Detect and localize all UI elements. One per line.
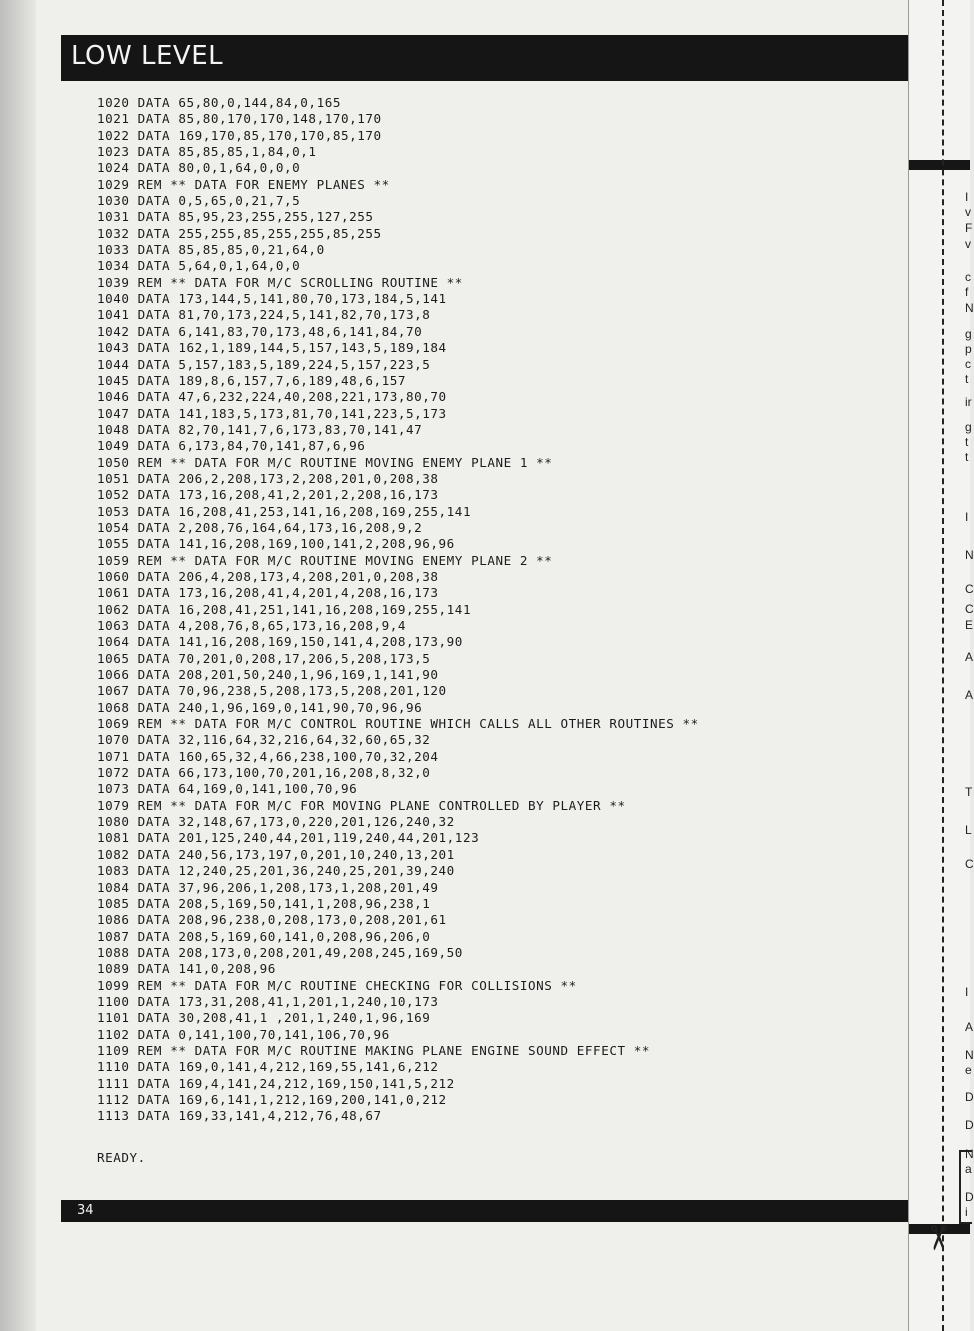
adjacent-text-fragment: v [965, 205, 971, 219]
adjacent-text-fragment: L [965, 823, 972, 837]
code-line: 1055 DATA 141,16,208,169,100,141,2,208,96,96 [97, 536, 455, 552]
adjacent-text-fragment: A [965, 688, 974, 702]
adjacent-text-fragment: v [965, 237, 971, 251]
code-line: 1020 DATA 65,80,0,144,84,0,165 [97, 95, 341, 110]
basic-program-listing [97, 95, 897, 1125]
adjacent-page-edge [908, 0, 974, 1331]
code-line: 1067 DATA 70,96,238,5,208,173,5,208,201,120 [97, 683, 447, 699]
code-line: 1079 REM ** DATA FOR M/C FOR MOVING PLANE CONTROLLED BY PLAYER ** [97, 797, 626, 813]
adjacent-text-fragment: I [965, 985, 969, 999]
code-line: 1110 DATA 169,0,141,4,212,169,55,141,6,212 [97, 1059, 439, 1075]
adjacent-header-bar [909, 160, 970, 170]
section-title: LOW LEVEL [71, 41, 224, 71]
section-header-bar [61, 35, 908, 81]
adjacent-text-fragment: A [965, 650, 974, 664]
code-line: 1072 DATA 66,173,100,70,201,16,208,8,32,0 [97, 765, 431, 781]
adjacent-text-fragment: N [965, 1147, 974, 1161]
code-line: 1060 DATA 206,4,208,173,4,208,201,0,208,38 [97, 568, 439, 584]
adjacent-text-fragment: c [965, 270, 971, 284]
adjacent-text-fragment: T [965, 785, 973, 799]
code-line: 1034 DATA 5,64,0,1,64,0,0 [97, 258, 301, 274]
code-line: 1102 DATA 0,141,100,70,141,106,70,96 [97, 1026, 390, 1042]
code-line: 1053 DATA 16,208,41,253,141,16,208,169,255,141 [97, 503, 472, 519]
code-line: 1100 DATA 173,31,208,41,1,201,1,240,10,173 [97, 993, 439, 1009]
adjacent-text-fragment: e [965, 1063, 972, 1077]
code-line: 1111 DATA 169,4,141,24,212,169,150,141,5,212 [97, 1075, 455, 1091]
adjacent-text-fragment: A [965, 1020, 974, 1034]
code-line: 1033 DATA 85,85,85,0,21,64,0 [97, 242, 325, 258]
adjacent-text-fragment: g [965, 327, 972, 341]
adjacent-text-fragment: I [965, 190, 969, 204]
code-line: 1039 REM ** DATA FOR M/C SCROLLING ROUTINE ** [97, 274, 463, 290]
code-line: 1021 DATA 85,80,170,170,148,170,170 [97, 111, 382, 127]
adjacent-text-fragment: E [965, 618, 974, 632]
code-line: 1069 REM ** DATA FOR M/C CONTROL ROUTINE WHICH CALLS ALL OTHER ROUTINES ** [97, 716, 699, 732]
code-line: 1082 DATA 240,56,173,197,0,201,10,240,13,201 [97, 846, 455, 862]
code-line: 1080 DATA 32,148,67,173,0,220,201,126,240,32 [97, 814, 455, 830]
code-line: 1043 DATA 162,1,189,144,5,157,143,5,189,184 [97, 340, 447, 356]
code-line: 1089 DATA 141,0,208,96 [97, 961, 276, 977]
code-line: 1113 DATA 169,33,141,4,212,76,48,67 [97, 1108, 382, 1124]
code-line: 1063 DATA 4,208,76,8,65,173,16,208,9,4 [97, 618, 407, 633]
code-line: 1029 REM ** DATA FOR ENEMY PLANES ** [97, 176, 390, 192]
code-line: 1088 DATA 208,173,0,208,201,49,208,245,169,50 [97, 944, 463, 960]
page-binding-shadow [0, 0, 36, 1331]
scissors-icon: ✂ [917, 1223, 958, 1253]
adjacent-text-fragment: F [965, 221, 973, 235]
code-line: 1041 DATA 81,70,173,224,5,141,82,70,173,8 [97, 307, 431, 323]
code-line: 1054 DATA 2,208,76,164,64,173,16,208,9,2 [97, 519, 423, 535]
adjacent-text-fragment: C [965, 857, 974, 871]
code-line: 1047 DATA 141,183,5,173,81,70,141,223,5,173 [97, 405, 447, 421]
code-line: 1030 DATA 0,5,65,0,21,7,5 [97, 193, 301, 209]
code-line: 1084 DATA 37,96,206,1,208,173,1,208,201,49 [97, 879, 439, 895]
code-line: 1109 REM ** DATA FOR M/C ROUTINE MAKING PLANE ENGINE SOUND EFFECT ** [97, 1042, 650, 1058]
cut-line [942, 0, 944, 1331]
adjacent-text-fragment: a [965, 1162, 972, 1176]
adjacent-text-fragment: p [965, 342, 972, 356]
code-line: 1050 REM ** DATA FOR M/C ROUTINE MOVING ENEMY PLANE 1 ** [97, 454, 553, 470]
code-line: 1024 DATA 80,0,1,64,0,0,0 [97, 160, 301, 176]
code-line: 1045 DATA 189,8,6,157,7,6,189,48,6,157 [97, 372, 407, 388]
code-line: 1049 DATA 6,173,84,70,141,87,6,96 [97, 438, 366, 454]
adjacent-text-fragment: D [965, 1118, 974, 1132]
adjacent-text-fragment: c [965, 357, 971, 371]
adjacent-text-fragment: t [965, 372, 969, 386]
code-line: 1040 DATA 173,144,5,141,80,70,173,184,5,141 [97, 291, 447, 307]
code-line: 1059 REM ** DATA FOR M/C ROUTINE MOVING ENEMY PLANE 2 ** [97, 552, 553, 568]
code-line: 1071 DATA 160,65,32,4,66,238,100,70,32,204 [97, 748, 439, 764]
code-line: 1101 DATA 30,208,41,1 ,201,1,240,1,96,169 [97, 1010, 431, 1026]
code-line: 1070 DATA 32,116,64,32,216,64,32,60,65,32 [97, 732, 431, 748]
footer-bar [61, 1200, 908, 1222]
code-line: 1048 DATA 82,70,141,7,6,173,83,70,141,47 [97, 421, 423, 437]
adjacent-text-fragment: I [965, 510, 969, 524]
code-line: 1061 DATA 173,16,208,41,4,201,4,208,16,173 [97, 585, 439, 601]
code-line: 1023 DATA 85,85,85,1,84,0,1 [97, 144, 317, 160]
code-line: 1042 DATA 6,141,83,70,173,48,6,141,84,70 [97, 323, 423, 339]
code-line: 1051 DATA 206,2,208,173,2,208,201,0,208,38 [97, 470, 439, 486]
code-line: 1068 DATA 240,1,96,169,0,141,90,70,96,96 [97, 699, 423, 715]
code-line: 1052 DATA 173,16,208,41,2,201,2,208,16,173 [97, 487, 439, 503]
adjacent-text-fragment: t [965, 450, 969, 464]
adjacent-text-fragment: D [965, 1090, 974, 1104]
code-line: 1046 DATA 47,6,232,224,40,208,221,173,80,70 [97, 389, 447, 405]
code-line: 1044 DATA 5,157,183,5,189,224,5,157,223,5 [97, 356, 431, 372]
code-line: 1081 DATA 201,125,240,44,201,119,240,44,201,123 [97, 830, 480, 846]
adjacent-text-fragment: ir [965, 395, 972, 409]
adjacent-text-fragment: g [965, 420, 972, 434]
code-line: 1032 DATA 255,255,85,255,255,85,255 [97, 225, 382, 241]
adjacent-text-fragment: N [965, 1048, 974, 1062]
adjacent-text-fragment: N [965, 301, 974, 315]
adjacent-text-fragment: i [965, 1205, 968, 1219]
code-line: 1099 REM ** DATA FOR M/C ROUTINE CHECKING FOR COLLISIONS ** [97, 977, 577, 993]
code-line: 1066 DATA 208,201,50,240,1,96,169,1,141,90 [97, 667, 439, 683]
ready-prompt: READY. [97, 1150, 146, 1165]
adjacent-text-fragment: C [965, 582, 974, 596]
code-line: 1031 DATA 85,95,23,255,255,127,255 [97, 209, 374, 225]
code-line: 1022 DATA 169,170,85,170,170,85,170 [97, 127, 382, 143]
code-line: 1112 DATA 169,6,141,1,212,169,200,141,0,212 [97, 1091, 447, 1107]
code-line: 1064 DATA 141,16,208,169,150,141,4,208,173,90 [97, 634, 463, 650]
code-line: 1087 DATA 208,5,169,60,141,0,208,96,206,0 [97, 928, 431, 944]
adjacent-text-fragment: t [965, 435, 969, 449]
code-line: 1062 DATA 16,208,41,251,141,16,208,169,255,141 [97, 601, 472, 617]
code-line: 1065 DATA 70,201,0,208,17,206,5,208,173,5 [97, 650, 431, 666]
adjacent-text-fragment: C [965, 602, 974, 616]
code-line: 1086 DATA 208,96,238,0,208,173,0,208,201,61 [97, 912, 447, 928]
code-line: 1073 DATA 64,169,0,141,100,70,96 [97, 781, 358, 797]
adjacent-text-fragment: D [965, 1190, 974, 1204]
adjacent-text-fragment: f [965, 285, 969, 299]
page-number: 34 [77, 1203, 94, 1218]
code-line: 1083 DATA 12,240,25,201,36,240,25,201,39,240 [97, 863, 455, 879]
code-line: 1085 DATA 208,5,169,50,141,1,208,96,238,1 [97, 895, 431, 911]
adjacent-text-fragment: N [965, 548, 974, 562]
